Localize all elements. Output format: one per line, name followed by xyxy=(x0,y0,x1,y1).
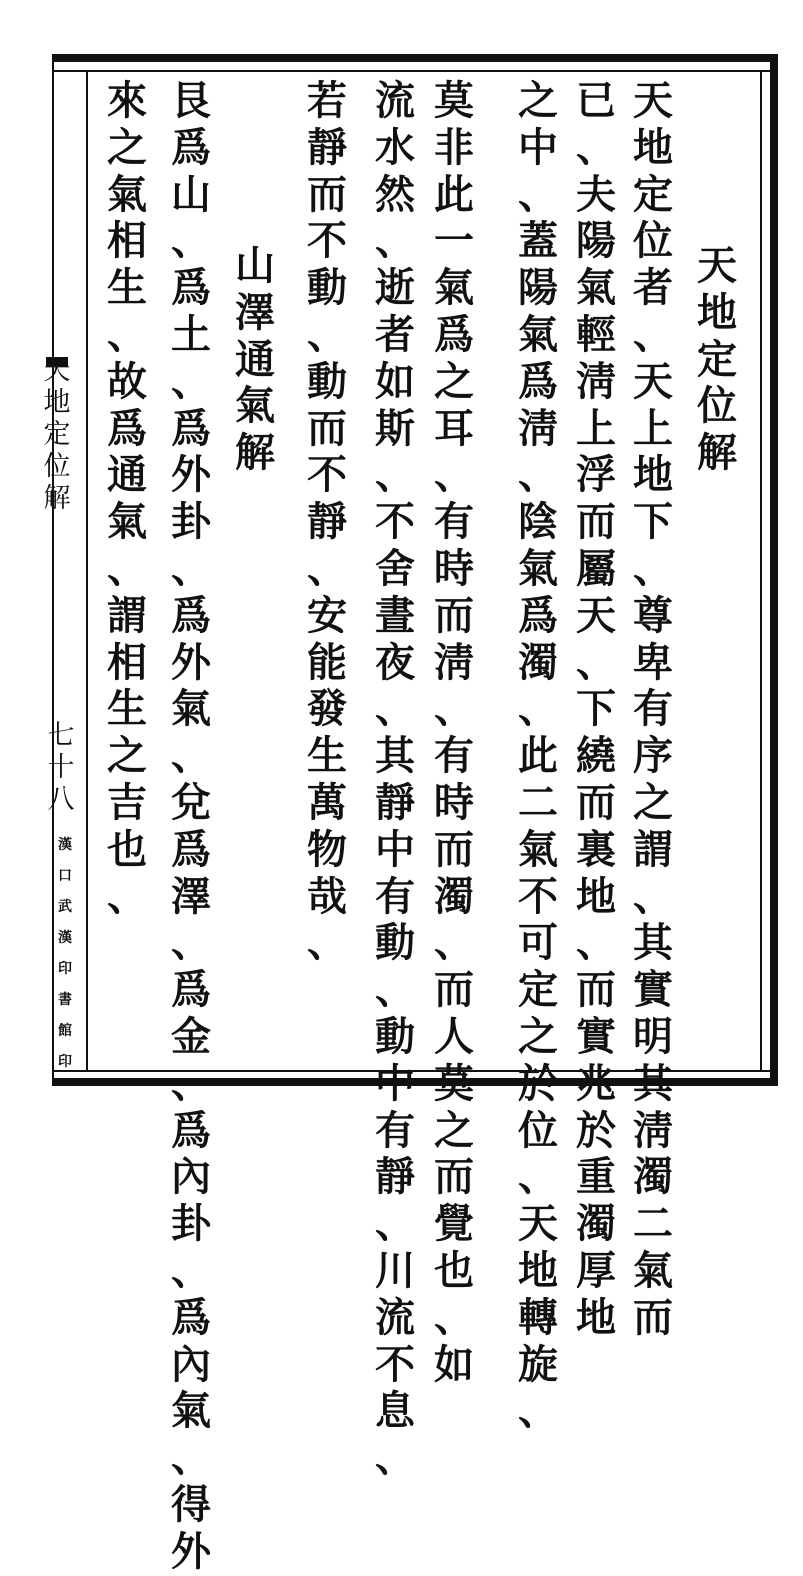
glyph: 、 xyxy=(434,451,474,499)
glyph: 一 xyxy=(434,217,474,265)
glyph: 得 xyxy=(171,1480,211,1528)
glyph: 、 xyxy=(375,685,415,733)
heading-2 xyxy=(232,243,278,477)
glyph: 內 xyxy=(171,1153,211,1201)
glyph: 能 xyxy=(307,638,347,686)
glyph: 淸 xyxy=(518,404,558,452)
glyph: 之 xyxy=(434,357,474,405)
glyph: 時 xyxy=(434,544,474,592)
glyph: 二 xyxy=(518,778,558,826)
glyph: 爲 xyxy=(171,404,211,452)
glyph: 、 xyxy=(576,919,616,967)
glyph: 外 xyxy=(171,1527,211,1575)
glyph: 、 xyxy=(375,966,415,1014)
glyph: 而 xyxy=(576,966,616,1014)
glyph: 而 xyxy=(307,170,347,218)
glyph: 有 xyxy=(434,498,474,546)
glyph: 靜 xyxy=(307,498,347,546)
glyph: 者 xyxy=(375,310,415,358)
glyph: 尊 xyxy=(633,591,673,639)
glyph: 爲 xyxy=(518,591,558,639)
glyph: 陽 xyxy=(518,264,558,312)
left-border-outer xyxy=(52,54,54,1086)
glyph: 天 xyxy=(43,355,71,386)
glyph: 爲 xyxy=(171,264,211,312)
glyph: 陽 xyxy=(576,217,616,265)
left-border-inner xyxy=(86,70,88,1072)
glyph: 爲 xyxy=(171,1293,211,1341)
glyph: 輕 xyxy=(576,310,616,358)
glyph: 內 xyxy=(171,1340,211,1388)
glyph: 、 xyxy=(171,732,211,780)
glyph: 物 xyxy=(307,825,347,873)
glyph: 而 xyxy=(434,825,474,873)
glyph: 通 xyxy=(107,451,147,499)
glyph: 於 xyxy=(576,1106,616,1154)
glyph: 、 xyxy=(171,1246,211,1294)
glyph: 外 xyxy=(171,638,211,686)
glyph: 爲 xyxy=(434,310,474,358)
glyph: 有 xyxy=(434,732,474,780)
glyph: 萬 xyxy=(307,778,347,826)
text-column xyxy=(104,78,150,920)
text-column xyxy=(304,78,350,967)
glyph: 爲 xyxy=(171,966,211,1014)
glyph: 如 xyxy=(434,1340,474,1388)
glyph: 者 xyxy=(633,264,673,312)
glyph: 爲 xyxy=(107,404,147,452)
glyph: 生 xyxy=(107,685,147,733)
glyph: 動 xyxy=(307,357,347,405)
glyph: 、 xyxy=(518,685,558,733)
glyph: 濁 xyxy=(434,872,474,920)
glyph: 莫 xyxy=(434,1059,474,1107)
glyph: 地 xyxy=(576,872,616,920)
glyph: 若 xyxy=(307,77,347,124)
glyph: 淸 xyxy=(576,357,616,405)
text-column xyxy=(431,78,477,1388)
glyph: 、 xyxy=(107,872,147,920)
glyph: 繞 xyxy=(576,732,616,780)
glyph: 流 xyxy=(375,77,415,124)
glyph: 於 xyxy=(518,1059,558,1107)
top-border-thin xyxy=(52,70,778,72)
glyph: 而 xyxy=(434,591,474,639)
glyph: 氣 xyxy=(518,825,558,873)
glyph: 動 xyxy=(307,264,347,312)
glyph: 漢 xyxy=(58,930,72,946)
glyph: 氣 xyxy=(107,170,147,218)
glyph: 通 xyxy=(235,335,275,383)
glyph: 而 xyxy=(434,1153,474,1201)
glyph: 爲 xyxy=(171,825,211,873)
glyph: 山 xyxy=(235,242,275,289)
glyph: 不 xyxy=(307,451,347,499)
glyph: 之 xyxy=(107,732,147,780)
margin-title-text xyxy=(42,355,72,515)
glyph: 澤 xyxy=(171,872,211,920)
glyph: 地 xyxy=(633,451,673,499)
glyph: 、 xyxy=(633,310,673,358)
glyph: 卦 xyxy=(171,1200,211,1248)
glyph: 屬 xyxy=(576,544,616,592)
glyph: 、 xyxy=(518,451,558,499)
glyph: 濁 xyxy=(633,1153,673,1201)
glyph: 、 xyxy=(171,357,211,405)
glyph: 轉 xyxy=(518,1293,558,1341)
glyph: 山 xyxy=(171,170,211,218)
glyph: 旋 xyxy=(518,1340,558,1388)
glyph: 、 xyxy=(171,919,211,967)
right-border-outer xyxy=(770,54,778,1086)
glyph: 爲 xyxy=(171,123,211,171)
glyph: 館 xyxy=(58,1023,72,1039)
glyph: 明 xyxy=(633,1012,673,1060)
glyph: 晝 xyxy=(375,591,415,639)
glyph: 、 xyxy=(307,310,347,358)
glyph: 靜 xyxy=(375,1153,415,1201)
text-column xyxy=(372,78,418,1482)
glyph: 中 xyxy=(375,1059,415,1107)
glyph: 、 xyxy=(633,872,673,920)
glyph: 定 xyxy=(697,335,737,383)
glyph: 氣 xyxy=(633,1246,673,1294)
glyph: 之 xyxy=(434,1106,474,1154)
glyph: 實 xyxy=(576,1012,616,1060)
glyph: 、 xyxy=(576,123,616,171)
glyph: 而 xyxy=(434,966,474,1014)
glyph: 下 xyxy=(576,685,616,733)
glyph: 爲 xyxy=(518,357,558,405)
page-number xyxy=(46,720,76,816)
glyph: 舍 xyxy=(375,544,415,592)
glyph: 中 xyxy=(518,123,558,171)
glyph: 耳 xyxy=(434,404,474,452)
glyph: 定 xyxy=(633,170,673,218)
glyph: 謂 xyxy=(107,591,147,639)
glyph: 不 xyxy=(307,217,347,265)
glyph: 相 xyxy=(107,217,147,265)
glyph: 、 xyxy=(434,1293,474,1341)
glyph: 人 xyxy=(434,1012,474,1060)
glyph: 浮 xyxy=(576,451,616,499)
glyph: 生 xyxy=(107,264,147,312)
glyph: 位 xyxy=(518,1106,558,1154)
glyph: 上 xyxy=(576,404,616,452)
glyph: 莫 xyxy=(434,77,474,124)
glyph: 、 xyxy=(307,919,347,967)
glyph: 水 xyxy=(375,123,415,171)
glyph: 兌 xyxy=(171,778,211,826)
glyph: 澤 xyxy=(235,288,275,336)
publisher-imprint xyxy=(55,830,75,1078)
glyph: 土 xyxy=(171,310,211,358)
glyph: 動 xyxy=(375,919,415,967)
glyph: 之 xyxy=(633,778,673,826)
glyph: 不 xyxy=(375,1340,415,1388)
glyph: 地 xyxy=(43,387,71,418)
glyph: 可 xyxy=(518,919,558,967)
glyph: 氣 xyxy=(434,264,474,312)
glyph: 有 xyxy=(633,685,673,733)
glyph: 兆 xyxy=(576,1059,616,1107)
glyph: 定 xyxy=(518,966,558,1014)
glyph: 逝 xyxy=(375,264,415,312)
glyph: 解 xyxy=(235,429,275,477)
glyph: 陰 xyxy=(518,498,558,546)
glyph: 之 xyxy=(107,123,147,171)
glyph: 武 xyxy=(58,899,72,915)
glyph: 相 xyxy=(107,638,147,686)
glyph: 印 xyxy=(58,1054,72,1070)
glyph: 實 xyxy=(633,966,673,1014)
margin-title xyxy=(43,355,71,514)
glyph: 夫 xyxy=(576,170,616,218)
glyph: 十 xyxy=(47,752,75,783)
glyph: 、 xyxy=(375,1434,415,1482)
glyph: 靜 xyxy=(307,123,347,171)
glyph: 之 xyxy=(518,1012,558,1060)
glyph: 氣 xyxy=(518,310,558,358)
right-border-inner xyxy=(760,70,762,1072)
glyph: 其 xyxy=(375,732,415,780)
text-column xyxy=(515,78,561,1435)
glyph: 川 xyxy=(375,1246,415,1294)
glyph: 天 xyxy=(633,77,673,124)
glyph: 、 xyxy=(307,544,347,592)
glyph: 淸 xyxy=(434,638,474,686)
glyph: 卦 xyxy=(171,498,211,546)
glyph: 中 xyxy=(375,825,415,873)
glyph: 其 xyxy=(633,919,673,967)
glyph: 吉 xyxy=(107,778,147,826)
glyph: 、 xyxy=(633,544,673,592)
heading-1 xyxy=(694,243,740,477)
text-column xyxy=(168,78,214,1576)
glyph: 地 xyxy=(633,123,673,171)
glyph: 如 xyxy=(375,357,415,405)
glyph: 艮 xyxy=(171,77,211,124)
glyph: 天 xyxy=(633,357,673,405)
glyph: 淸 xyxy=(633,1106,673,1154)
glyph: 、 xyxy=(171,217,211,265)
glyph: 卑 xyxy=(633,638,673,686)
glyph: 生 xyxy=(307,732,347,780)
glyph: 、 xyxy=(375,1200,415,1248)
glyph: 此 xyxy=(434,170,474,218)
glyph: 非 xyxy=(434,123,474,171)
glyph: 定 xyxy=(43,419,71,450)
glyph: 已 xyxy=(576,77,616,124)
glyph: 、 xyxy=(434,685,474,733)
glyph: 然 xyxy=(375,170,415,218)
glyph: 、 xyxy=(171,544,211,592)
glyph: 而 xyxy=(633,1293,673,1341)
glyph: 上 xyxy=(633,404,673,452)
glyph: 爲 xyxy=(171,1106,211,1154)
glyph: 地 xyxy=(697,288,737,336)
glyph: 、 xyxy=(171,1059,211,1107)
glyph: 覺 xyxy=(434,1200,474,1248)
glyph: 故 xyxy=(107,357,147,405)
glyph: 漢 xyxy=(58,837,72,853)
glyph: 書 xyxy=(58,992,72,1008)
glyph: 天 xyxy=(518,1200,558,1248)
glyph: 此 xyxy=(518,732,558,780)
glyph: 氣 xyxy=(171,685,211,733)
glyph: 重 xyxy=(576,1153,616,1201)
glyph: 流 xyxy=(375,1293,415,1341)
glyph: 位 xyxy=(633,217,673,265)
glyph: 靜 xyxy=(375,778,415,826)
glyph: 外 xyxy=(171,451,211,499)
glyph: 有 xyxy=(375,1106,415,1154)
top-border-thick xyxy=(52,54,778,62)
glyph: 不 xyxy=(518,872,558,920)
glyph: 、 xyxy=(434,919,474,967)
glyph: 解 xyxy=(43,483,71,514)
glyph: 解 xyxy=(697,429,737,477)
glyph: 發 xyxy=(307,685,347,733)
glyph: 地 xyxy=(576,1293,616,1341)
glyph: 天 xyxy=(576,591,616,639)
glyph: 之 xyxy=(518,77,558,124)
glyph: 口 xyxy=(58,868,72,884)
glyph: 息 xyxy=(375,1387,415,1435)
glyph: 天 xyxy=(697,242,737,289)
text-column xyxy=(630,78,676,1342)
glyph: 厚 xyxy=(576,1246,616,1294)
glyph: 而 xyxy=(307,404,347,452)
glyph: 、 xyxy=(518,1387,558,1435)
glyph: 而 xyxy=(576,498,616,546)
glyph: 哉 xyxy=(307,872,347,920)
glyph: 氣 xyxy=(171,1387,211,1435)
glyph: 印 xyxy=(58,961,72,977)
glyph: 有 xyxy=(375,872,415,920)
glyph: 序 xyxy=(633,732,673,780)
glyph: 安 xyxy=(307,591,347,639)
glyph: 金 xyxy=(171,1012,211,1060)
glyph: 、 xyxy=(518,170,558,218)
glyph: 謂 xyxy=(633,825,673,873)
glyph: 也 xyxy=(434,1246,474,1294)
glyph: 下 xyxy=(633,498,673,546)
glyph: 地 xyxy=(518,1246,558,1294)
glyph: 、 xyxy=(518,1153,558,1201)
glyph: 爲 xyxy=(171,591,211,639)
glyph: 、 xyxy=(107,310,147,358)
glyph: 裏 xyxy=(576,825,616,873)
glyph: 夜 xyxy=(375,638,415,686)
text-column xyxy=(573,78,619,1342)
glyph: 、 xyxy=(576,638,616,686)
glyph: 其 xyxy=(633,1059,673,1107)
glyph: 二 xyxy=(633,1200,673,1248)
glyph: 七 xyxy=(47,720,75,751)
glyph: 氣 xyxy=(576,264,616,312)
glyph: 氣 xyxy=(518,544,558,592)
glyph: 不 xyxy=(375,498,415,546)
glyph: 時 xyxy=(434,778,474,826)
glyph: 蓋 xyxy=(518,217,558,265)
glyph: 也 xyxy=(107,825,147,873)
glyph: 、 xyxy=(171,1434,211,1482)
glyph: 、 xyxy=(375,217,415,265)
glyph: 氣 xyxy=(107,498,147,546)
glyph: 濁 xyxy=(518,638,558,686)
glyph: 濁 xyxy=(576,1200,616,1248)
glyph: 八 xyxy=(47,784,75,815)
glyph: 來 xyxy=(107,77,147,124)
glyph: 動 xyxy=(375,1012,415,1060)
glyph: 斯 xyxy=(375,404,415,452)
glyph: 氣 xyxy=(235,382,275,430)
glyph: 、 xyxy=(107,544,147,592)
glyph: 位 xyxy=(43,451,71,482)
glyph: 、 xyxy=(375,451,415,499)
glyph: 而 xyxy=(576,778,616,826)
glyph: 位 xyxy=(697,382,737,430)
